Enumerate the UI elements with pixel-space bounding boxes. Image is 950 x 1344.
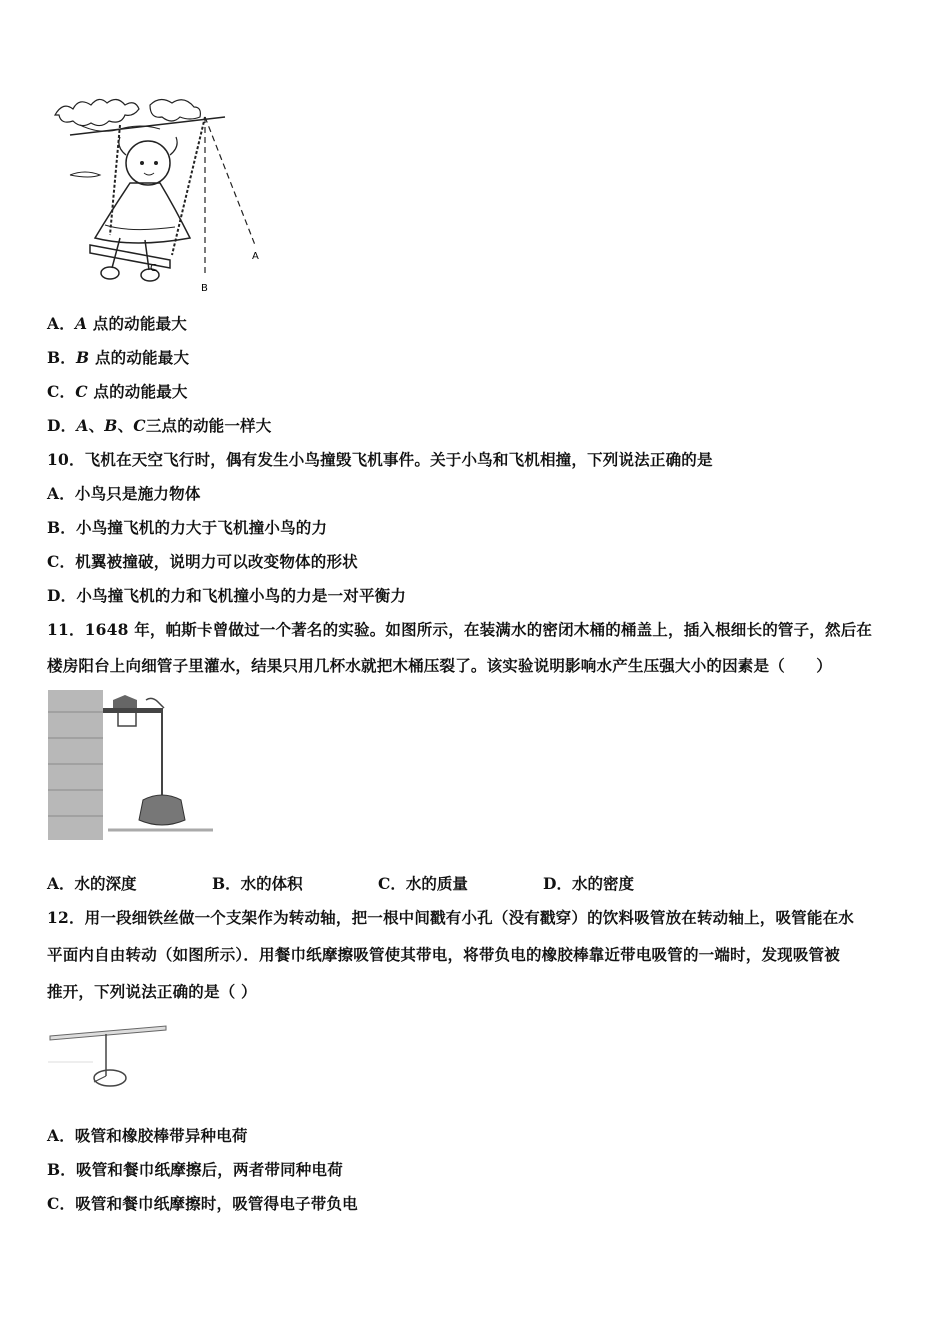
q10-stem: 10．飞机在天空飞行时，偶有发生小鸟撞毁飞机事件。关于小鸟和飞机相撞，下列说法正确的是 [47, 450, 713, 469]
q11-stem-line1: 11．1648 年，帕斯卡曾做过一个著名的实验。如图所示，在装满水的密闭木桶的桶盖上，插入根细长的管子，然后在 [47, 620, 873, 639]
q9-option-c: C．C 点的动能最大 [47, 382, 188, 401]
q11-option-b: B．水的体积 [212, 874, 303, 893]
q10-option-d: D．小鸟撞飞机的力和飞机撞小鸟的力是一对平衡力 [47, 586, 407, 605]
q11-stem-line2: 楼房阳台上向细管子里灌水，结果只用几杯水就把木桶压裂了。该实验说明影响水产生压强大小的因素是（ ） [47, 656, 833, 675]
q10-option-b: B．小鸟撞飞机的力大于飞机撞小鸟的力 [47, 518, 328, 537]
q12-stem-line3: 推开，下列说法正确的是（ ） [47, 982, 257, 1001]
q9-option-a: A．A 点的动能最大 [47, 314, 187, 333]
q11-option-c: C．水的质量 [378, 874, 468, 893]
point-c-label: C [150, 263, 157, 274]
q9-option-b: B．B 点的动能最大 [47, 348, 190, 367]
q11-option-d: D．水的密度 [543, 874, 634, 893]
q10-option-c: C．机翼被撞破，说明力可以改变物体的形状 [47, 552, 358, 571]
q10-option-a: A．小鸟只是施力物体 [47, 484, 201, 503]
point-a-label: A [252, 251, 259, 262]
barrel-figure [48, 690, 218, 840]
q12-stem-line1: 12．用一段细铁丝做一个支架作为转动轴，把一根中间戳有小孔（没有戳穿）的饮料吸管放在转动轴上，吸管能在水 [47, 908, 854, 927]
straw-figure [48, 1018, 173, 1098]
swing-figure [50, 95, 270, 295]
q12-stem-line2: 平面内自由转动（如图所示）．用餐巾纸摩擦吸管使其带电，将带负电的橡胶棒靠近带电吸管的一端时，发现吸管被 [47, 945, 840, 964]
q12-option-a: A．吸管和橡胶棒带异种电荷 [47, 1126, 248, 1145]
q12-option-b: B．吸管和餐巾纸摩擦后，两者带同种电荷 [47, 1160, 343, 1179]
q9-option-d: D．A、B、C三点的动能一样大 [47, 416, 272, 435]
q12-option-c: C．吸管和餐巾纸摩擦时，吸管得电子带负电 [47, 1194, 358, 1213]
point-b-label: B [201, 283, 208, 294]
q11-option-a: A．水的深度 [47, 874, 137, 893]
